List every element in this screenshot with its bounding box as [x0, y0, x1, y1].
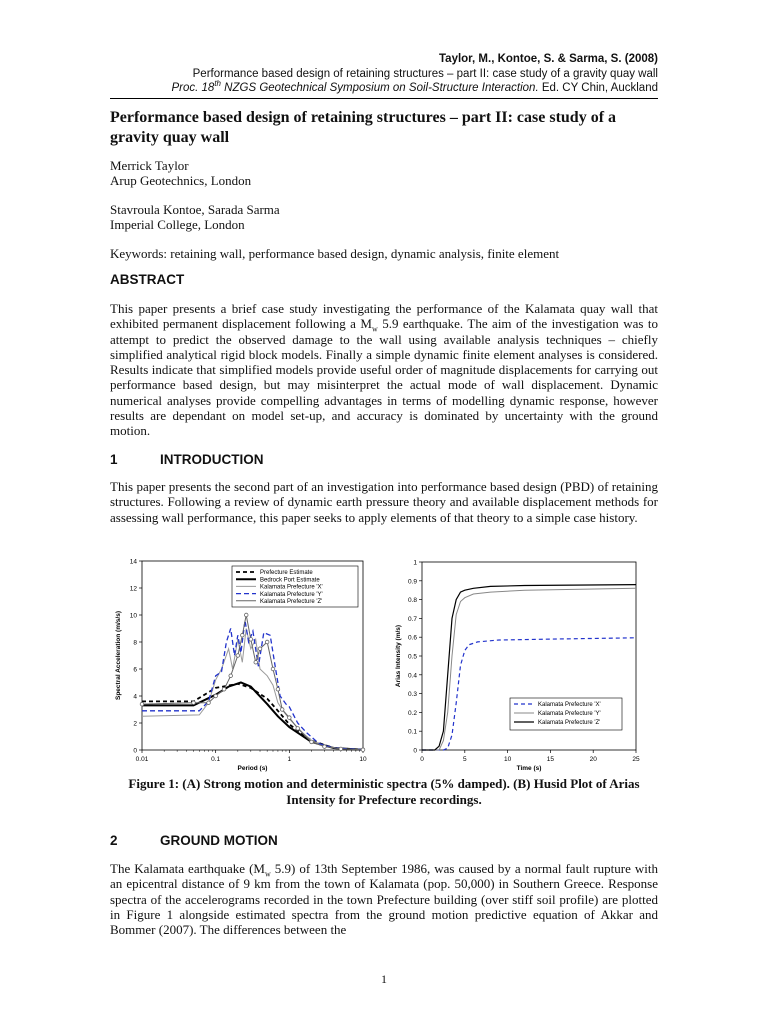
y-tick-label: 6: [133, 666, 137, 674]
x-tick-label: 0: [420, 756, 424, 763]
series-marker: [222, 687, 226, 691]
series-marker: [265, 640, 269, 644]
section-1-heading: [110, 452, 658, 467]
header-proc-sup: th: [214, 79, 221, 89]
author-affiliation: Arup Geotechnics, London: [110, 173, 252, 189]
series-line: [422, 638, 636, 750]
figure-caption: Figure 1: (A) Strong motion and deterministic spectra (5% damped). (B) Husid Plot of Arias Intensity for Prefecture recordings.: [128, 776, 640, 807]
y-tick-label: 14: [129, 558, 137, 566]
series-line: [142, 683, 363, 750]
series-marker: [271, 667, 275, 671]
section-2-text-b: 5.9) of 13th September 1986, was caused by a normal fault rupture with an epicentral distance of 9 km from the town of Kalamata (pop. 50,000) in Southern Greece. Response spectra of the accelerograms recorded in the town Prefecture building (over stiff soil profile) are plotted in Figure 1 alongside estimated spectra from the ground motion predictive equation of Akkar and Bommer (2007). The differences between the: [110, 861, 658, 938]
section-number: 2: [110, 833, 118, 848]
x-tick-label: 20: [589, 756, 597, 763]
legend-label: Bedrock Port Estimate: [260, 577, 320, 584]
y-tick-label: 0.5: [407, 653, 417, 661]
paper-title: Performance based design of retaining structures – part II: case study of a gravity quay wall: [110, 109, 617, 146]
header-proc-prefix: Proc. 18: [171, 82, 215, 94]
legend-label: Kalamata Prefecture 'Z': [538, 720, 601, 727]
y-tick-label: 8: [133, 639, 137, 647]
x-axis-label: Period (s): [237, 765, 268, 772]
abstract-heading: ABSTRACT: [110, 272, 185, 287]
section-2-text-a: The Kalamata earthquake (M: [110, 861, 265, 876]
series-marker: [254, 660, 258, 664]
y-tick-label: 0.6: [407, 634, 417, 642]
header-rule: [110, 98, 658, 99]
series-marker: [207, 701, 211, 705]
section-1-text: This paper presents the second part of an investigation into performance based design (PBD) of retaining structures. Following a review of dynamic earth pressure theory and available displacement methods for assessing wall performance, this paper seeks to apply elements of that theory to a simple case history.: [110, 479, 658, 525]
abstract-sub: w: [371, 324, 378, 334]
series-marker: [236, 654, 240, 658]
author-affiliation: Imperial College, London: [110, 217, 245, 233]
header-proceedings: [171, 81, 658, 96]
x-tick-label: 10: [503, 756, 512, 763]
page-number: 1: [381, 972, 387, 986]
spectra-chart: [112, 552, 372, 772]
header-paper-title: Performance based design of retaining structures – part II: case study of a gravity quay wall: [192, 67, 658, 80]
author-block-1: [110, 158, 658, 189]
legend-label: Kalamata Prefecture 'Z': [260, 599, 323, 605]
y-axis-label: Spectral Acceleration (m/s/s): [115, 611, 122, 700]
y-tick-label: 2: [133, 720, 137, 728]
x-tick-label: 5: [462, 756, 467, 763]
y-tick-label: 0.1: [407, 728, 417, 736]
legend-label: Kalamata Prefecture 'Y': [260, 591, 323, 598]
series-marker: [288, 716, 292, 720]
y-tick-label: 12: [129, 585, 137, 593]
header-citation: Taylor, M., Kontoe, S. & Sarma, S. (2008): [439, 53, 658, 65]
header-editor: Ed. CY Chin, Auckland: [538, 82, 658, 94]
section-2-heading: [110, 833, 658, 848]
y-tick-label: 0.2: [407, 709, 417, 717]
legend-label: Prefecture Estimate: [260, 570, 313, 577]
x-tick-label: 0.01: [135, 756, 149, 763]
series-line: [142, 615, 363, 750]
author-name: Stavroula Kontoe, Sarada Sarma: [110, 202, 280, 217]
y-tick-label: 0.4: [407, 672, 417, 680]
abstract-text-b: 5.9 earthquake. The aim of the investigation was to attempt to predict the observed damage to the wall using available analysis techniques – chiefly simplified analytical rigid block models. Finally a simple dynamic finite element analyses is considered. Results indicate that simplified models provide useful order of magnitude displacements for carrying out performance based design, but may misinterpret the actual mode of wall displacement. Dynamic numerical analyses provide compelling advantages in terms of modelling dynamic response, however results are dependant on model set-up, and accuracy is dominated by uncertainty with the ground motion.: [110, 316, 658, 439]
abstract-text: [110, 301, 658, 439]
series-marker: [244, 613, 248, 617]
arias-intensity-chart: [386, 552, 648, 772]
abstract-text-a: This paper presents a brief case study investigating the performance of the Kalamata quay wall that exhibited permanent displacement following a M: [110, 301, 658, 332]
series-line: [142, 684, 363, 750]
author-block-2: [110, 202, 658, 233]
x-tick-label: 1: [287, 756, 292, 763]
y-tick-label: 0.7: [407, 615, 417, 623]
section-2-text: [110, 861, 658, 937]
x-tick-label: 0.1: [211, 756, 221, 763]
section-2-sub: w: [264, 869, 271, 879]
y-tick-label: 0.9: [407, 578, 417, 586]
series-marker: [214, 694, 218, 698]
series-marker: [229, 674, 233, 678]
running-header: [171, 52, 658, 96]
section-number: 1: [110, 452, 118, 467]
x-tick-label: 10: [359, 756, 367, 763]
section-title: GROUND MOTION: [160, 833, 278, 848]
y-axis-label: Arias Intensity (m/s): [395, 624, 402, 688]
keywords: Keywords: retaining wall, performance based design, dynamic analysis, finite element: [110, 246, 560, 261]
legend-label: Kalamata Prefecture 'Y': [538, 711, 601, 718]
series-marker: [296, 727, 300, 731]
section-title: INTRODUCTION: [160, 452, 264, 467]
y-tick-label: 0: [413, 747, 417, 755]
series-marker: [310, 740, 314, 744]
y-tick-label: 4: [133, 693, 137, 701]
series-marker: [339, 747, 343, 751]
series-marker: [249, 638, 253, 642]
x-tick-label: 25: [632, 756, 640, 763]
series-marker: [192, 701, 196, 705]
legend-label: Kalamata Prefecture 'X': [538, 702, 601, 709]
series-marker: [140, 702, 144, 706]
series-marker: [258, 647, 262, 651]
author-name: Merrick Taylor: [110, 158, 189, 173]
series-marker: [280, 708, 284, 712]
y-tick-label: 0.8: [407, 597, 417, 605]
x-tick-label: 15: [546, 756, 555, 763]
x-axis-label: Time (s): [516, 765, 542, 772]
y-tick-label: 0: [133, 747, 137, 755]
header-proc-rest: NZGS Geotechnical Symposium on Soil-Structure Interaction.: [220, 82, 539, 94]
series-marker: [276, 687, 280, 691]
y-tick-label: 0.3: [407, 691, 417, 699]
legend-label: Kalamata Prefecture 'X': [260, 584, 323, 591]
series-marker: [361, 748, 365, 752]
y-tick-label: 1: [413, 559, 417, 567]
y-tick-label: 10: [129, 612, 137, 620]
series-marker: [323, 745, 327, 749]
series-marker: [241, 633, 245, 637]
